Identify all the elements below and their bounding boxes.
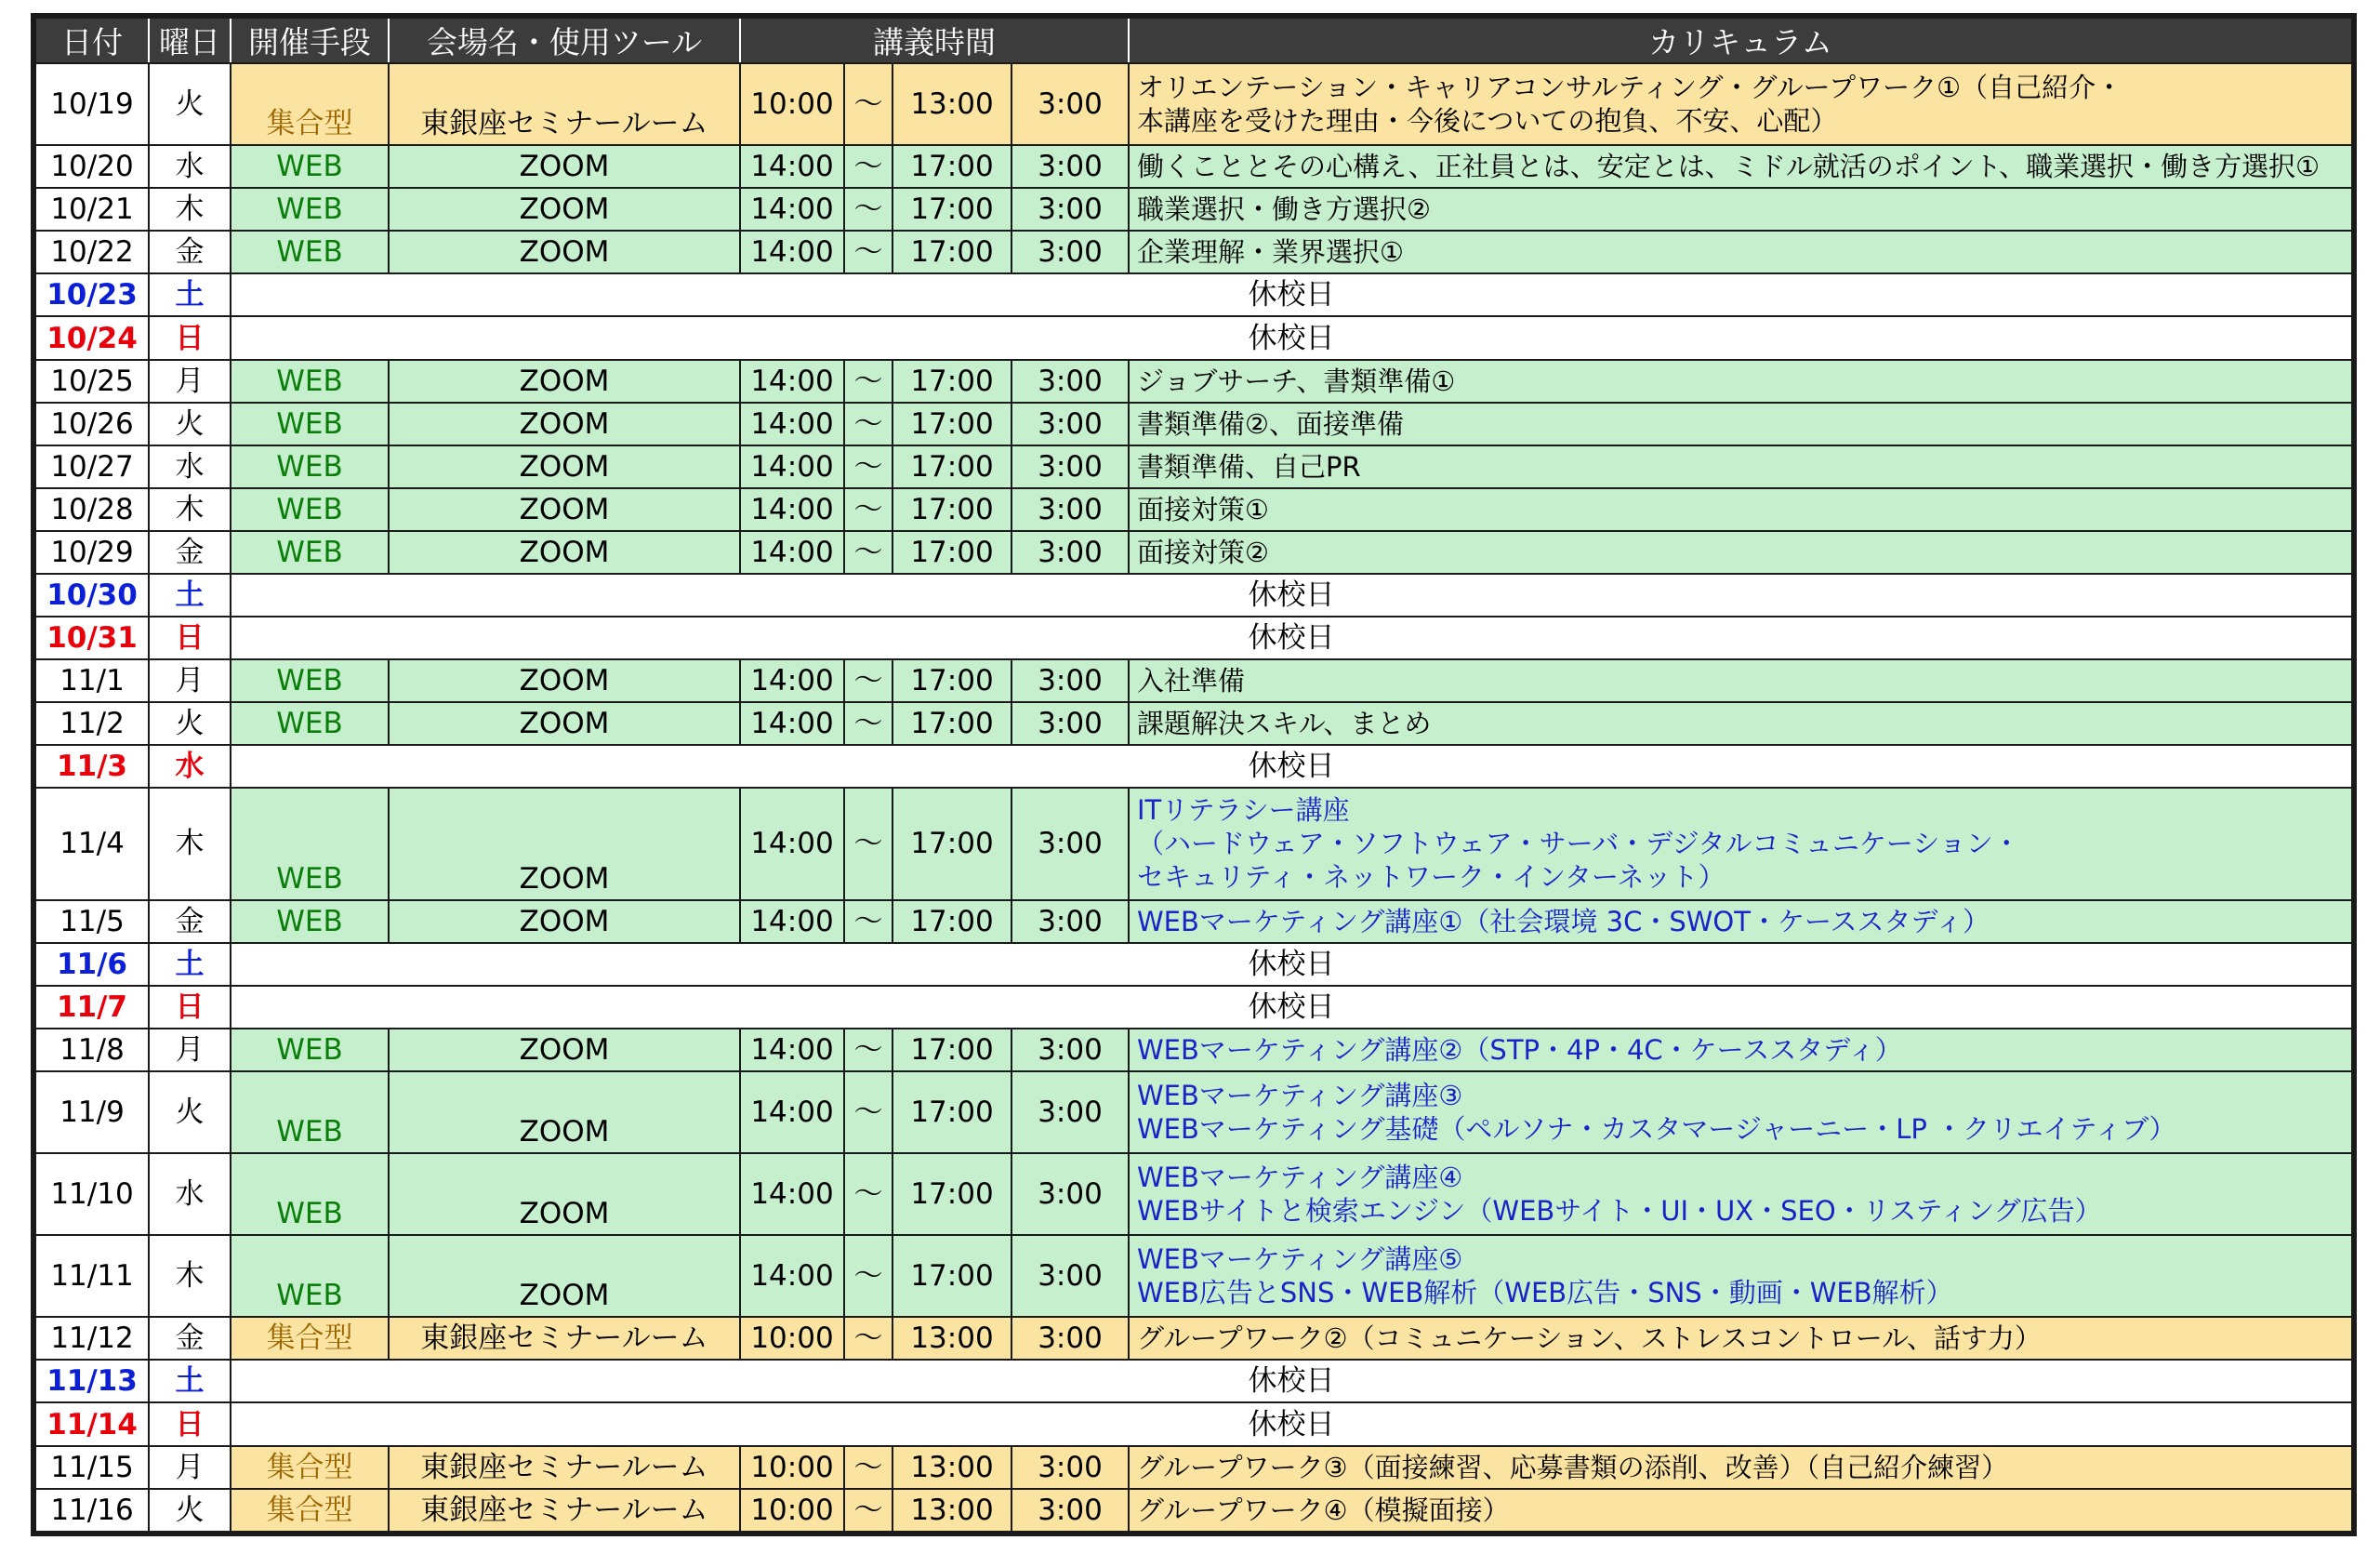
method-cell: WEB	[231, 788, 389, 899]
duration-cell: 3:00	[1012, 145, 1129, 188]
tilde-cell: 〜	[844, 63, 892, 145]
duration-cell: 3:00	[1012, 188, 1129, 231]
table-row	[33, 1446, 2354, 1489]
weekday-cell: 木	[149, 488, 231, 531]
header-curriculum: カリキュラム	[1129, 16, 2354, 63]
weekday-cell: 火	[149, 702, 231, 745]
start-time-cell: 14:00	[740, 1235, 844, 1317]
method-cell: WEB	[231, 1071, 389, 1153]
duration-cell: 3:00	[1012, 403, 1129, 445]
duration-cell: 3:00	[1012, 1317, 1129, 1360]
method-cell: WEB	[231, 702, 389, 745]
date-cell: 10/28	[33, 488, 149, 531]
holiday-row	[33, 617, 2354, 659]
curriculum-line: ジョブサーチ、書類準備①	[1137, 365, 1456, 397]
tilde-cell: 〜	[844, 231, 892, 273]
curriculum-cell	[1129, 900, 2354, 943]
curriculum-line: セキュリティ・ネットワーク・インターネット）	[1137, 861, 1726, 894]
weekday-cell: 土	[149, 1360, 231, 1402]
tilde-cell: 〜	[844, 1235, 892, 1317]
curriculum-line: 面接対策②	[1137, 536, 1269, 568]
table-row	[33, 1029, 2354, 1071]
weekday-cell: 土	[149, 273, 231, 316]
venue-cell: ZOOM	[389, 1071, 740, 1153]
tilde-cell: 〜	[844, 445, 892, 488]
curriculum-cell	[1129, 1071, 2354, 1153]
curriculum-cell	[1129, 403, 2354, 445]
holiday-label: 休校日	[231, 273, 2354, 316]
venue-cell: ZOOM	[389, 1029, 740, 1071]
tilde-cell: 〜	[844, 1446, 892, 1489]
tilde-cell: 〜	[844, 900, 892, 943]
date-cell: 11/7	[33, 986, 149, 1029]
venue-cell: ZOOM	[389, 188, 740, 231]
tilde-cell: 〜	[844, 360, 892, 403]
table-row	[33, 188, 2354, 231]
weekday-cell: 木	[149, 788, 231, 899]
duration-cell: 3:00	[1012, 1446, 1129, 1489]
tilde-cell: 〜	[844, 1489, 892, 1534]
table-row	[33, 900, 2354, 943]
curriculum-line: 書類準備、自己PR	[1137, 450, 1361, 483]
method-cell: WEB	[231, 145, 389, 188]
venue-cell: ZOOM	[389, 231, 740, 273]
duration-cell: 3:00	[1012, 1153, 1129, 1235]
schedule-table	[31, 13, 2357, 1536]
date-cell: 10/20	[33, 145, 149, 188]
method-cell: WEB	[231, 659, 389, 702]
method-cell: 集合型	[231, 1489, 389, 1534]
weekday-cell: 水	[149, 445, 231, 488]
header-time: 講義時間	[740, 16, 1129, 63]
date-cell: 10/31	[33, 617, 149, 659]
end-time-cell: 17:00	[892, 702, 1012, 745]
duration-cell: 3:00	[1012, 1029, 1129, 1071]
holiday-row	[33, 273, 2354, 316]
venue-cell: ZOOM	[389, 788, 740, 899]
curriculum-line: （ハードウェア・ソフトウェア・サーバ・デジタルコミュニケーション・	[1137, 828, 2020, 860]
curriculum-cell	[1129, 231, 2354, 273]
table-row	[33, 231, 2354, 273]
venue-cell: 東銀座セミナールーム	[389, 63, 740, 145]
curriculum-line: 書類準備②、面接準備	[1137, 407, 1404, 440]
venue-cell: ZOOM	[389, 702, 740, 745]
duration-cell: 3:00	[1012, 445, 1129, 488]
curriculum-line: グループワーク②（コミュニケーション、ストレスコントロール、話す力）	[1137, 1322, 2042, 1355]
curriculum-cell	[1129, 531, 2354, 574]
end-time-cell: 17:00	[892, 900, 1012, 943]
holiday-label: 休校日	[231, 986, 2354, 1029]
curriculum-cell	[1129, 1235, 2354, 1317]
tilde-cell: 〜	[844, 145, 892, 188]
venue-cell: ZOOM	[389, 445, 740, 488]
end-time-cell: 17:00	[892, 145, 1012, 188]
holiday-row	[33, 1402, 2354, 1445]
date-cell: 11/3	[33, 745, 149, 788]
end-time-cell: 13:00	[892, 1317, 1012, 1360]
table-row	[33, 1489, 2354, 1534]
weekday-cell: 土	[149, 574, 231, 617]
curriculum-line: グループワーク④（模擬面接）	[1137, 1494, 1510, 1526]
method-cell: WEB	[231, 360, 389, 403]
duration-cell: 3:00	[1012, 900, 1129, 943]
date-cell: 10/29	[33, 531, 149, 574]
date-cell: 11/15	[33, 1446, 149, 1489]
method-cell: 集合型	[231, 63, 389, 145]
weekday-cell: 金	[149, 231, 231, 273]
curriculum-cell	[1129, 145, 2354, 188]
end-time-cell: 17:00	[892, 1071, 1012, 1153]
start-time-cell: 14:00	[740, 702, 844, 745]
holiday-row	[33, 316, 2354, 359]
tilde-cell: 〜	[844, 403, 892, 445]
date-cell: 10/22	[33, 231, 149, 273]
start-time-cell: 14:00	[740, 1153, 844, 1235]
curriculum-cell	[1129, 659, 2354, 702]
curriculum-line: WEBマーケティング講座②（STP・4P・4C・ケーススタディ）	[1137, 1033, 1902, 1066]
venue-cell: ZOOM	[389, 659, 740, 702]
method-cell: WEB	[231, 1235, 389, 1317]
holiday-label: 休校日	[231, 745, 2354, 788]
venue-cell: ZOOM	[389, 360, 740, 403]
table-row	[33, 145, 2354, 188]
start-time-cell: 14:00	[740, 188, 844, 231]
table-row	[33, 63, 2354, 145]
date-cell: 11/16	[33, 1489, 149, 1534]
curriculum-line: WEBマーケティング基礎（ペルソナ・カスタマージャーニー・LP ・クリエイティブ）	[1137, 1112, 2176, 1145]
start-time-cell: 14:00	[740, 445, 844, 488]
curriculum-line: 企業理解・業界選択①	[1137, 236, 1404, 269]
tilde-cell: 〜	[844, 1153, 892, 1235]
method-cell: WEB	[231, 231, 389, 273]
table-row	[33, 702, 2354, 745]
curriculum-cell	[1129, 1317, 2354, 1360]
date-cell: 11/1	[33, 659, 149, 702]
date-cell: 11/10	[33, 1153, 149, 1235]
venue-cell: 東銀座セミナールーム	[389, 1489, 740, 1534]
duration-cell: 3:00	[1012, 788, 1129, 899]
table-row	[33, 488, 2354, 531]
method-cell: 集合型	[231, 1446, 389, 1489]
weekday-cell: 火	[149, 1489, 231, 1534]
duration-cell: 3:00	[1012, 360, 1129, 403]
curriculum-cell	[1129, 702, 2354, 745]
date-cell: 10/21	[33, 188, 149, 231]
weekday-cell: 金	[149, 1317, 231, 1360]
method-cell: 集合型	[231, 1317, 389, 1360]
start-time-cell: 14:00	[740, 403, 844, 445]
start-time-cell: 14:00	[740, 488, 844, 531]
table-row	[33, 1235, 2354, 1317]
table-row	[33, 360, 2354, 403]
tilde-cell: 〜	[844, 702, 892, 745]
date-cell: 10/30	[33, 574, 149, 617]
holiday-label: 休校日	[231, 943, 2354, 986]
curriculum-line: 本講座を受けた理由・今後についての抱負、不安、心配）	[1137, 105, 1838, 138]
start-time-cell: 10:00	[740, 1317, 844, 1360]
weekday-cell: 金	[149, 531, 231, 574]
curriculum-cell	[1129, 1029, 2354, 1071]
holiday-row	[33, 1360, 2354, 1402]
venue-cell: ZOOM	[389, 488, 740, 531]
holiday-row	[33, 986, 2354, 1029]
curriculum-cell	[1129, 445, 2354, 488]
curriculum-line: グループワーク③（面接練習、応募書類の添削、改善）（自己紹介練習）	[1137, 1451, 2009, 1483]
date-cell: 10/27	[33, 445, 149, 488]
venue-cell: ZOOM	[389, 403, 740, 445]
curriculum-cell	[1129, 1446, 2354, 1489]
weekday-cell: 火	[149, 1071, 231, 1153]
weekday-cell: 日	[149, 986, 231, 1029]
holiday-row	[33, 574, 2354, 617]
weekday-cell: 月	[149, 659, 231, 702]
date-cell: 11/8	[33, 1029, 149, 1071]
start-time-cell: 10:00	[740, 1446, 844, 1489]
holiday-row	[33, 745, 2354, 788]
date-cell: 11/14	[33, 1402, 149, 1445]
schedule-body	[33, 63, 2354, 1534]
curriculum-line: WEBマーケティング講座①（社会環境 3C・SWOT・ケーススタディ）	[1137, 905, 1990, 937]
venue-cell: ZOOM	[389, 1235, 740, 1317]
tilde-cell: 〜	[844, 488, 892, 531]
weekday-cell: 月	[149, 1029, 231, 1071]
start-time-cell: 14:00	[740, 531, 844, 574]
end-time-cell: 17:00	[892, 403, 1012, 445]
tilde-cell: 〜	[844, 1029, 892, 1071]
holiday-label: 休校日	[231, 316, 2354, 359]
curriculum-line: WEB広告とSNS・WEB解析（WEB広告・SNS・動画・WEB解析）	[1137, 1277, 1953, 1309]
method-cell: WEB	[231, 1029, 389, 1071]
curriculum-line: 入社準備	[1137, 665, 1246, 697]
start-time-cell: 14:00	[740, 231, 844, 273]
start-time-cell: 10:00	[740, 63, 844, 145]
tilde-cell: 〜	[844, 788, 892, 899]
start-time-cell: 10:00	[740, 1489, 844, 1534]
header-venue: 会場名・使用ツール	[389, 16, 740, 63]
curriculum-line: 職業選択・働き方選択②	[1137, 193, 1431, 226]
method-cell: WEB	[231, 488, 389, 531]
tilde-cell: 〜	[844, 1071, 892, 1153]
date-cell: 10/25	[33, 360, 149, 403]
end-time-cell: 13:00	[892, 1446, 1012, 1489]
venue-cell: 東銀座セミナールーム	[389, 1317, 740, 1360]
holiday-label: 休校日	[231, 617, 2354, 659]
duration-cell: 3:00	[1012, 63, 1129, 145]
date-cell: 11/4	[33, 788, 149, 899]
venue-cell: 東銀座セミナールーム	[389, 1446, 740, 1489]
end-time-cell: 17:00	[892, 445, 1012, 488]
weekday-cell: 日	[149, 316, 231, 359]
curriculum-line: ITリテラシー講座	[1137, 794, 1350, 827]
curriculum-cell	[1129, 1153, 2354, 1235]
start-time-cell: 14:00	[740, 659, 844, 702]
holiday-label: 休校日	[231, 574, 2354, 617]
curriculum-cell	[1129, 188, 2354, 231]
method-cell: WEB	[231, 188, 389, 231]
start-time-cell: 14:00	[740, 145, 844, 188]
header-row	[33, 16, 2354, 63]
table-row	[33, 1153, 2354, 1235]
holiday-label: 休校日	[231, 1360, 2354, 1402]
table-row	[33, 1317, 2354, 1360]
curriculum-line: WEBサイトと検索エンジン（WEBサイト・UI・UX・SEO・リスティング広告）	[1137, 1195, 2102, 1228]
curriculum-cell	[1129, 360, 2354, 403]
method-cell: WEB	[231, 445, 389, 488]
weekday-cell: 木	[149, 188, 231, 231]
end-time-cell: 17:00	[892, 788, 1012, 899]
start-time-cell: 14:00	[740, 900, 844, 943]
header-date: 日付	[33, 16, 149, 63]
duration-cell: 3:00	[1012, 531, 1129, 574]
weekday-cell: 金	[149, 900, 231, 943]
duration-cell: 3:00	[1012, 1235, 1129, 1317]
end-time-cell: 17:00	[892, 531, 1012, 574]
table-row	[33, 445, 2354, 488]
method-cell: WEB	[231, 1153, 389, 1235]
duration-cell: 3:00	[1012, 659, 1129, 702]
weekday-cell: 水	[149, 1153, 231, 1235]
weekday-cell: 日	[149, 617, 231, 659]
weekday-cell: 水	[149, 145, 231, 188]
end-time-cell: 17:00	[892, 231, 1012, 273]
header-method: 開催手段	[231, 16, 389, 63]
end-time-cell: 13:00	[892, 63, 1012, 145]
end-time-cell: 17:00	[892, 488, 1012, 531]
end-time-cell: 17:00	[892, 1029, 1012, 1071]
curriculum-cell	[1129, 788, 2354, 899]
date-cell: 11/11	[33, 1235, 149, 1317]
start-time-cell: 14:00	[740, 1071, 844, 1153]
curriculum-cell	[1129, 488, 2354, 531]
curriculum-line: WEBマーケティング講座③	[1137, 1079, 1463, 1111]
duration-cell: 3:00	[1012, 488, 1129, 531]
start-time-cell: 14:00	[740, 1029, 844, 1071]
tilde-cell: 〜	[844, 188, 892, 231]
start-time-cell: 14:00	[740, 788, 844, 899]
curriculum-line: WEBマーケティング講座④	[1137, 1162, 1463, 1194]
curriculum-line: WEBマーケティング講座⑤	[1137, 1243, 1463, 1276]
duration-cell: 3:00	[1012, 231, 1129, 273]
date-cell: 11/2	[33, 702, 149, 745]
table-row	[33, 531, 2354, 574]
date-cell: 11/13	[33, 1360, 149, 1402]
table-row	[33, 1071, 2354, 1153]
duration-cell: 3:00	[1012, 1071, 1129, 1153]
end-time-cell: 17:00	[892, 188, 1012, 231]
tilde-cell: 〜	[844, 1317, 892, 1360]
curriculum-line: 面接対策①	[1137, 493, 1269, 525]
method-cell: WEB	[231, 531, 389, 574]
method-cell: WEB	[231, 900, 389, 943]
tilde-cell: 〜	[844, 531, 892, 574]
date-cell: 11/6	[33, 943, 149, 986]
curriculum-line: 働くこととその心構え、正社員とは、安定とは、ミドル就活のポイント、職業選択・働き方選択①	[1137, 151, 2320, 183]
venue-cell: ZOOM	[389, 1153, 740, 1235]
tilde-cell: 〜	[844, 659, 892, 702]
weekday-cell: 土	[149, 943, 231, 986]
header-day: 曜日	[149, 16, 231, 63]
weekday-cell: 水	[149, 745, 231, 788]
weekday-cell: 火	[149, 63, 231, 145]
method-cell: WEB	[231, 403, 389, 445]
duration-cell: 3:00	[1012, 1489, 1129, 1534]
date-cell: 11/9	[33, 1071, 149, 1153]
venue-cell: ZOOM	[389, 531, 740, 574]
venue-cell: ZOOM	[389, 145, 740, 188]
date-cell: 10/23	[33, 273, 149, 316]
table-row	[33, 403, 2354, 445]
table-row	[33, 788, 2354, 899]
date-cell: 10/24	[33, 316, 149, 359]
duration-cell: 3:00	[1012, 702, 1129, 745]
curriculum-line: オリエンテーション・キャリアコンサルティング・グループワーク①（自己紹介・	[1137, 72, 2123, 104]
end-time-cell: 17:00	[892, 1235, 1012, 1317]
date-cell: 11/12	[33, 1317, 149, 1360]
weekday-cell: 日	[149, 1402, 231, 1445]
date-cell: 10/26	[33, 403, 149, 445]
weekday-cell: 月	[149, 1446, 231, 1489]
weekday-cell: 火	[149, 403, 231, 445]
table-row	[33, 659, 2354, 702]
holiday-label: 休校日	[231, 1402, 2354, 1445]
curriculum-cell	[1129, 1489, 2354, 1534]
end-time-cell: 17:00	[892, 659, 1012, 702]
end-time-cell: 13:00	[892, 1489, 1012, 1534]
end-time-cell: 17:00	[892, 1153, 1012, 1235]
holiday-row	[33, 943, 2354, 986]
date-cell: 11/5	[33, 900, 149, 943]
curriculum-line: 課題解決スキル、まとめ	[1137, 708, 1432, 740]
end-time-cell: 17:00	[892, 360, 1012, 403]
weekday-cell: 月	[149, 360, 231, 403]
venue-cell: ZOOM	[389, 900, 740, 943]
curriculum-cell	[1129, 63, 2354, 145]
date-cell: 10/19	[33, 63, 149, 145]
start-time-cell: 14:00	[740, 360, 844, 403]
weekday-cell: 木	[149, 1235, 231, 1317]
